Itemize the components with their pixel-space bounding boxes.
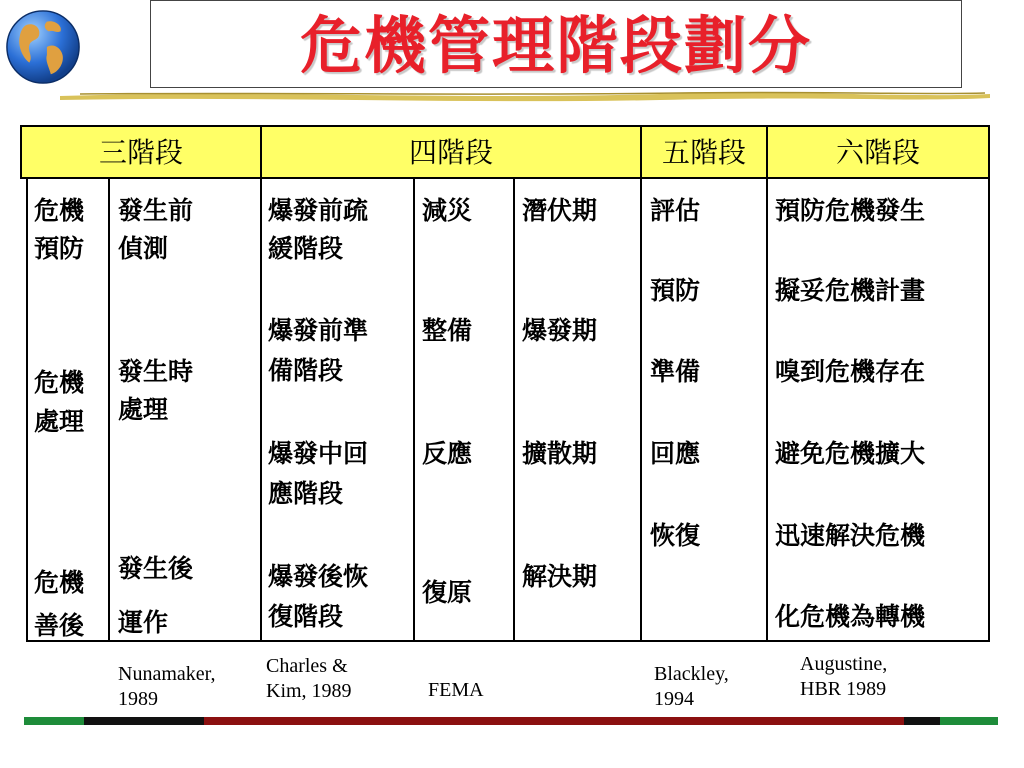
cell-text: 準備 [650,357,701,386]
cell-text: 發生後 [118,554,194,583]
cell-text: 危機 [34,196,85,225]
header-six-stage: 六階段 [766,125,990,179]
footer-bar-green [940,717,998,725]
cell-text: 嗅到危機存在 [775,357,926,386]
cell-text: 擬妥危機計畫 [775,276,926,305]
reference-line: Augustine, [800,653,888,675]
globe-icon [4,8,82,86]
divider [26,177,28,642]
reference-charles-kim [266,654,352,704]
reference-line: HBR 1989 [800,678,887,700]
cell-text: 擴散期 [522,439,598,468]
divider [260,177,262,642]
divider [513,177,515,642]
cell-text: 處理 [34,407,85,436]
cell-text: 迅速解決危機 [775,521,926,550]
footer-bar-red [204,717,904,725]
cell-text: 潛伏期 [522,196,598,225]
reference-line: Charles & [266,655,348,677]
header-five-stage: 五階段 [640,125,768,179]
cell-text: 爆發期 [522,316,598,345]
title-underline-stroke [60,84,990,106]
cell-text: 善後 [34,611,85,640]
cell-text: 反應 [422,439,473,468]
footer-bar-black [84,717,204,725]
divider [766,177,768,642]
cell-text: 恢復 [650,521,701,550]
divider [640,177,642,642]
footer-bar-black [904,717,940,725]
cell-text: 減災 [422,196,473,225]
cell-text: 回應 [650,439,701,468]
cell-text: 爆發後恢 [268,562,369,591]
cell-text: 解決期 [522,562,598,591]
header-three-stage: 三階段 [20,125,262,179]
header-four-stage: 四階段 [260,125,642,179]
reference-line: 1989 [118,688,158,710]
divider [413,177,415,642]
reference-line: Nunamaker, [118,663,216,685]
cell-text: 發生時 [118,357,194,386]
page-title: 危機管理階段劃分 [299,9,812,82]
cell-text: 預防 [34,234,85,263]
cell-text: 處理 [118,395,169,424]
cell-text: 避免危機擴大 [775,439,926,468]
divider [108,177,110,642]
cell-text: 應階段 [268,479,344,508]
cell-text: 化危機為轉機 [775,602,926,631]
cell-text: 整備 [422,316,473,345]
cell-text: 運作 [118,608,169,637]
cell-text: 預防 [650,276,701,305]
cell-text: 爆發前準 [268,316,369,345]
cell-text: 復原 [422,578,473,607]
cell-text: 偵測 [118,234,169,263]
cell-text: 危機 [34,568,85,597]
cell-text: 爆發中回 [268,439,369,468]
cell-text: 評估 [650,196,701,225]
cell-text: 爆發前疏 [268,196,369,225]
cell-text: 發生前 [118,196,194,225]
footer-bar-green [24,717,84,725]
reference-nunamaker [118,662,216,712]
cell-text: 備階段 [268,356,344,385]
reference-line: 1994 [654,688,694,710]
cell-text: 危機 [34,368,85,397]
cell-text: 預防危機發生 [775,196,926,225]
cell-text: 復階段 [268,602,344,631]
reference-line: Kim, 1989 [266,680,352,702]
reference-augustine [800,652,887,702]
cell-text: 緩階段 [268,234,344,263]
reference-line: Blackley, [654,663,729,685]
reference-fema: FEMA [428,679,484,701]
reference-blackley [654,662,729,712]
